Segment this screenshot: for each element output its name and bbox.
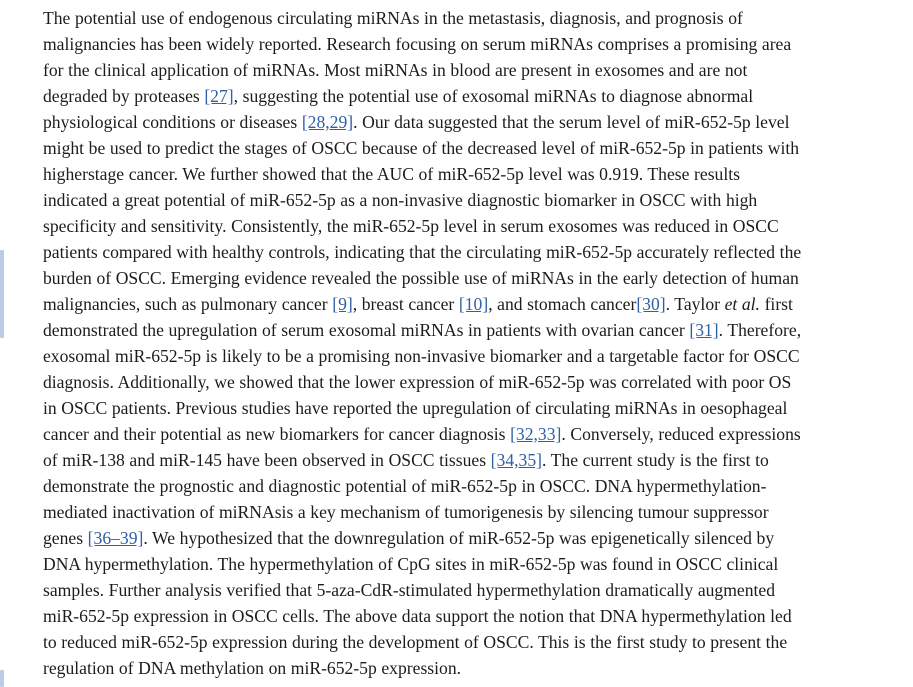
text-line: [43, 5, 901, 31]
text-segment: might be used to predict the stages of OSCC because of the decreased level of miR-652-5p in patients with: [43, 138, 800, 158]
citation-link[interactable]: [34,35]: [490, 450, 542, 470]
text-segment: regulation of DNA methylation on miR-652-5p expression.: [43, 658, 462, 678]
text-segment: , suggesting the potential use of exosomal miRNAs to diagnose abnormal: [233, 86, 754, 106]
text-line: [43, 343, 901, 369]
text-segment: for the clinical application of miRNAs. Most miRNAs in blood are present in exosomes and are not: [43, 60, 748, 80]
text-segment: exosomal miR-652-5p is likely to be a promising non-invasive biomarker and a targetable factor for OSCC: [43, 346, 800, 366]
text-segment: malignancies, such as pulmonary cancer: [43, 294, 333, 314]
text-line: [43, 83, 901, 109]
left-edge-strip: [0, 0, 6, 687]
citation-link[interactable]: [32,33]: [510, 424, 562, 444]
text-line: [43, 577, 901, 603]
citation-link[interactable]: [28,29]: [301, 112, 354, 132]
text-segment: demonstrate the prognostic and diagnostic potential of miR-652-5p in OSCC. DNA hypermethylation-: [43, 476, 767, 496]
text-segment: mediated inactivation of miRNAsis a key mechanism of tumorigenesis by silencing tumour suppressor: [43, 502, 769, 522]
citation-link[interactable]: [27]: [204, 86, 234, 106]
text-segment: diagnosis. Additionally, we showed that the lower expression of miR-652-5p was correlated with poor OS: [43, 372, 792, 392]
text-line: [43, 31, 901, 57]
edge-tab-mark: [0, 250, 4, 338]
text-segment: cancer and their potential as new biomarkers for cancer diagnosis: [43, 424, 511, 444]
text-line: [43, 369, 901, 395]
text-line: [43, 317, 901, 343]
text-segment: degraded by proteases: [43, 86, 205, 106]
text-line: [43, 291, 901, 317]
citation-link[interactable]: [36–39]: [87, 528, 144, 548]
text-segment: demonstrated the upregulation of serum exosomal miRNAs in patients with ovarian cancer: [43, 320, 690, 340]
text-segment: specificity and sensitivity. Consistently, the miR-652-5p level in serum exosomes was reduced in OSCC: [43, 216, 779, 236]
text-segment: miR-652-5p expression in OSCC cells. The above data support the notion that DNA hypermethylation led: [43, 606, 792, 626]
text-segment: . Conversely, reduced expressions: [561, 424, 801, 444]
text-line: [43, 655, 901, 681]
text-line: [43, 603, 901, 629]
text-line: [43, 265, 901, 291]
discussion-paragraph: [43, 5, 901, 681]
text-line: [43, 551, 901, 577]
text-line: [43, 135, 901, 161]
text-segment: . Therefore,: [718, 320, 802, 340]
text-segment: indicated a great potential of miR-652-5p as a non-invasive diagnostic biomarker in OSCC with high: [43, 190, 758, 210]
text-line: [43, 525, 901, 551]
text-line: [43, 499, 901, 525]
citation-link[interactable]: [30]: [636, 294, 666, 314]
text-segment: . Our data suggested that the serum level of miR-652-5p level: [353, 112, 790, 132]
text-segment: malignancies has been widely reported. Research focusing on serum miRNAs comprises a promising area: [43, 34, 792, 54]
text-segment: to reduced miR-652-5p expression during the development of OSCC. This is the first study to present the: [43, 632, 788, 652]
text-line: [43, 57, 901, 83]
text-line: [43, 239, 901, 265]
text-segment: physiological conditions or diseases: [43, 112, 302, 132]
italic-text: et al.: [724, 294, 760, 314]
text-segment: genes: [43, 528, 88, 548]
text-line: [43, 447, 901, 473]
text-segment: patients compared with healthy controls, indicating that the circulating miR-652-5p accurately reflected the: [43, 242, 802, 262]
citation-link[interactable]: [31]: [689, 320, 719, 340]
text-segment: samples. Further analysis verified that 5-aza-CdR-stimulated hypermethylation dramatically augmented: [43, 580, 776, 600]
text-line: [43, 395, 901, 421]
text-line: [43, 213, 901, 239]
text-line: [43, 187, 901, 213]
text-segment: , breast cancer: [352, 294, 459, 314]
text-segment: burden of OSCC. Emerging evidence revealed the possible use of miRNAs in the early detection of human: [43, 268, 799, 288]
text-segment: . We hypothesized that the downregulation of miR-652-5p was epigenetically silenced by: [143, 528, 775, 548]
citation-link[interactable]: [10]: [458, 294, 489, 314]
text-segment: higherstage cancer. We further showed that the AUC of miR-652-5p level was 0.919. These results: [43, 164, 740, 184]
text-line: [43, 109, 901, 135]
text-line: [43, 421, 901, 447]
text-line: [43, 161, 901, 187]
edge-tab-mark: [0, 670, 4, 687]
text-segment: . The current study is the first to: [541, 450, 769, 470]
text-segment: DNA hypermethylation. The hypermethylation of CpG sites in miR-652-5p was found in OSCC clinical: [43, 554, 779, 574]
text-line: [43, 629, 901, 655]
text-segment: first: [759, 294, 793, 314]
text-segment: The potential use of endogenous circulating miRNAs in the metastasis, diagnosis, and prognosis of: [43, 8, 743, 28]
text-segment: of miR-138 and miR-145 have been observed in OSCC tissues: [43, 450, 491, 470]
text-line: [43, 473, 901, 499]
text-segment: , and stomach cancer: [488, 294, 637, 314]
text-segment: in OSCC patients. Previous studies have reported the upregulation of circulating miRNAs in oesophageal: [43, 398, 788, 418]
citation-link[interactable]: [9]: [332, 294, 353, 314]
text-segment: . Taylor: [665, 294, 725, 314]
